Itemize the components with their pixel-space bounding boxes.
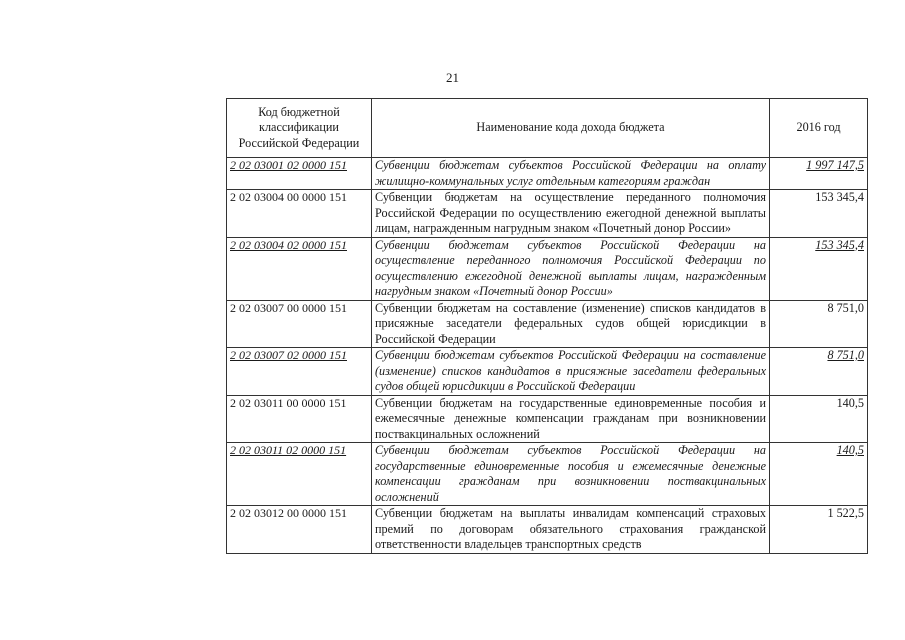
row-amount: 140,5	[770, 443, 868, 506]
header-code: Код бюджетной классификации Российской Федерации	[227, 99, 372, 158]
row-amount: 153 345,4	[770, 190, 868, 238]
page-number: 21	[446, 70, 459, 85]
row-code: 2 02 03007 00 0000 151	[227, 300, 372, 348]
table-row	[227, 158, 868, 190]
table-row	[227, 190, 868, 238]
row-amount: 1 522,5	[770, 506, 868, 554]
row-name: Субвенции бюджетам на государственные единовременные пособия и ежемесячные денежные компенсации гражданам при возникновении поствакцинальных осложнений	[372, 395, 770, 443]
row-name: Субвенции бюджетам субъектов Российской Федерации на осуществление переданного полномочия Российской Федерации по осуществлению ежегодной денежной выплаты лицам, награжденным нагрудным знаком «Почетный донор России»	[372, 237, 770, 300]
table-row	[227, 300, 868, 348]
row-name: Субвенции бюджетам на осуществление переданного полномочия Российской Федерации по осуществлению ежегодной денежной выплаты лицам, награжденным нагрудным знаком «Почетный донор России»	[372, 190, 770, 238]
row-amount: 153 345,4	[770, 237, 868, 300]
table-row	[227, 443, 868, 506]
row-code: 2 02 03001 02 0000 151	[227, 158, 372, 190]
table-row	[227, 348, 868, 396]
table-row	[227, 395, 868, 443]
row-code: 2 02 03011 02 0000 151	[227, 443, 372, 506]
table-row	[227, 506, 868, 554]
row-name: Субвенции бюджетам на составление (изменение) списков кандидатов в присяжные заседатели федеральных судов общей юрисдикции в Российской Федерации	[372, 300, 770, 348]
table-row	[227, 237, 868, 300]
row-name: Субвенции бюджетам субъектов Российской Федерации на составление (изменение) списков кандидатов в присяжные заседатели федеральных судов общей юрисдикции в Российской Федерации	[372, 348, 770, 396]
row-code: 2 02 03007 02 0000 151	[227, 348, 372, 396]
row-code: 2 02 03004 00 0000 151	[227, 190, 372, 238]
row-code: 2 02 03011 00 0000 151	[227, 395, 372, 443]
row-code: 2 02 03004 02 0000 151	[227, 237, 372, 300]
row-name: Субвенции бюджетам на выплаты инвалидам компенсаций страховых премий по договорам обязательного страхования гражданской ответственности владельцев транспортных средств	[372, 506, 770, 554]
header-year: 2016 год	[770, 99, 868, 158]
row-amount: 8 751,0	[770, 348, 868, 396]
header-name: Наименование кода дохода бюджета	[372, 99, 770, 158]
table-header-row	[227, 99, 868, 158]
row-amount: 1 997 147,5	[770, 158, 868, 190]
budget-revenue-table	[226, 98, 868, 554]
row-amount: 8 751,0	[770, 300, 868, 348]
row-name: Субвенции бюджетам субъектов Российской Федерации на оплату жилищно-коммунальных услуг отдельным категориям граждан	[372, 158, 770, 190]
row-code: 2 02 03012 00 0000 151	[227, 506, 372, 554]
row-amount: 140,5	[770, 395, 868, 443]
row-name: Субвенции бюджетам субъектов Российской Федерации на государственные единовременные пособия и ежемесячные денежные компенсации гражданам при возникновении поствакцинальных осложнений	[372, 443, 770, 506]
